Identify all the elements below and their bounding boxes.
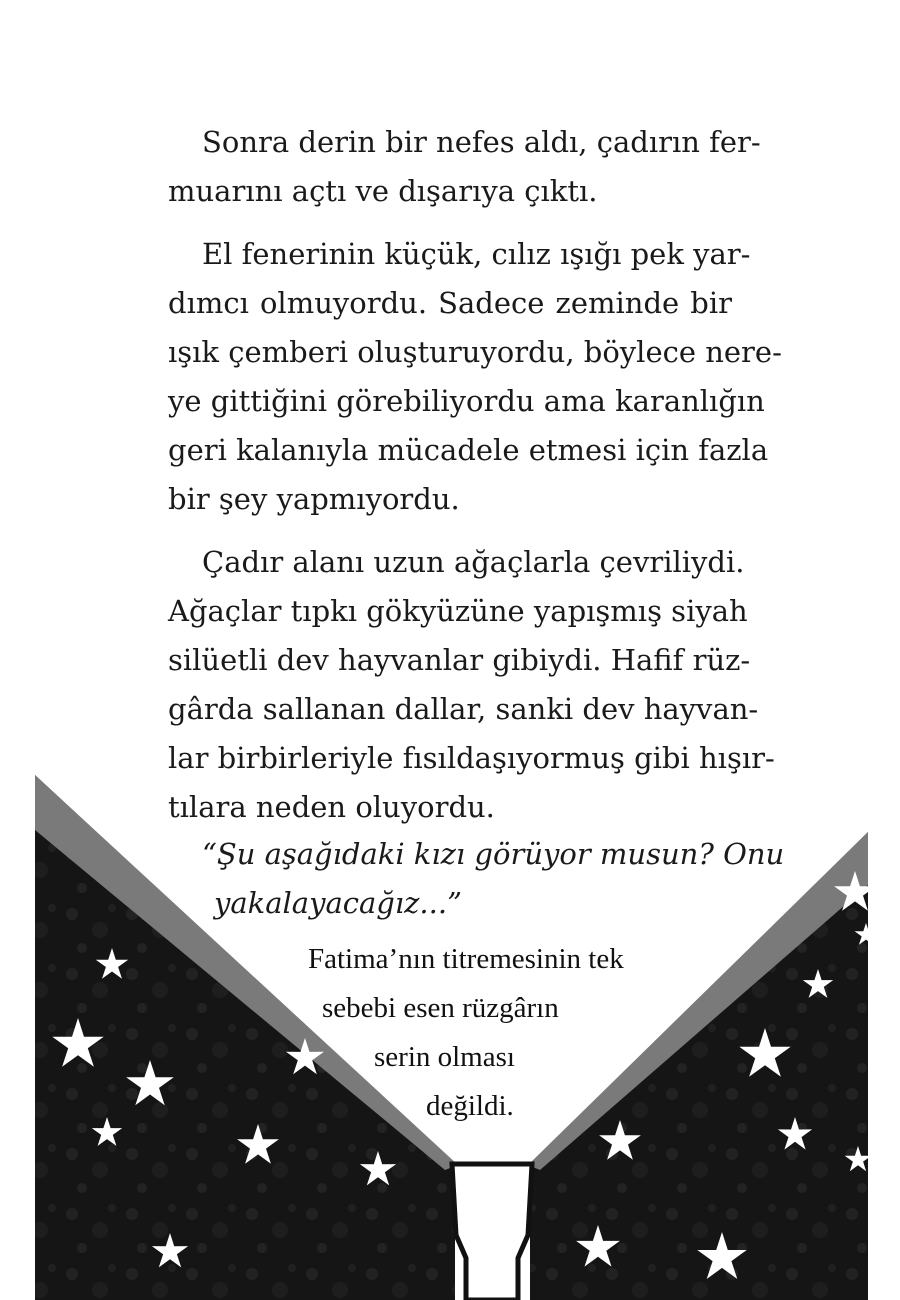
text-line: bir şey yapmıyordu. xyxy=(168,482,460,516)
text-line: silüetli dev hayvanlar gibiydi. Hafif rüz- xyxy=(168,643,751,677)
paragraph-3 xyxy=(168,538,775,832)
text-line: Sonra derin bir nefes aldı, çadırın fer- xyxy=(202,125,761,159)
text-line: muarını açtı ve dışarıya çıktı. xyxy=(168,174,598,208)
text-line: dımcı olmuyordu. Sadece zeminde bir xyxy=(168,286,732,320)
text-line: ye gittiğini görebiliyordu ama karanlığın xyxy=(168,384,765,418)
text-line: tılara neden oluyordu. xyxy=(168,790,495,824)
beam-text-line-3: serin olması xyxy=(374,1041,515,1073)
beam-text-line-1: Fatima’nın titremesinin tek xyxy=(308,943,624,975)
text-line: geri kalanıyla mücadele etmesi için fazla xyxy=(168,433,769,467)
whisper-quote xyxy=(202,830,785,928)
paragraph-2 xyxy=(168,230,782,524)
paragraph-1 xyxy=(168,118,761,216)
text-line: gârda sallanan dallar, sanki dev hayvan- xyxy=(168,692,759,726)
body-text xyxy=(168,118,782,832)
flashlight-icon xyxy=(452,1164,532,1300)
quote-line: “Şu aşağıdaki kızı görüyor musun? Onu xyxy=(202,837,785,871)
beam-text-line-4: değildi. xyxy=(426,1090,514,1122)
text-line: El fenerinin küçük, cılız ışığı pek yar- xyxy=(202,237,751,271)
beam-text-line-2: sebebi esen rüzgârın xyxy=(322,992,559,1024)
quote-line: yakalayacağız...” xyxy=(214,886,462,920)
text-line: Çadır alanı uzun ağaçlarla çevriliydi. xyxy=(202,545,745,579)
text-line: Ağaçlar tıpkı gökyüzüne yapışmış siyah xyxy=(168,594,748,628)
text-line: ışık çemberi oluşturuyordu, böylece nere- xyxy=(168,335,782,369)
text-line: lar birbirleriyle fısıldaşıyormuş gibi hışır- xyxy=(168,741,775,775)
